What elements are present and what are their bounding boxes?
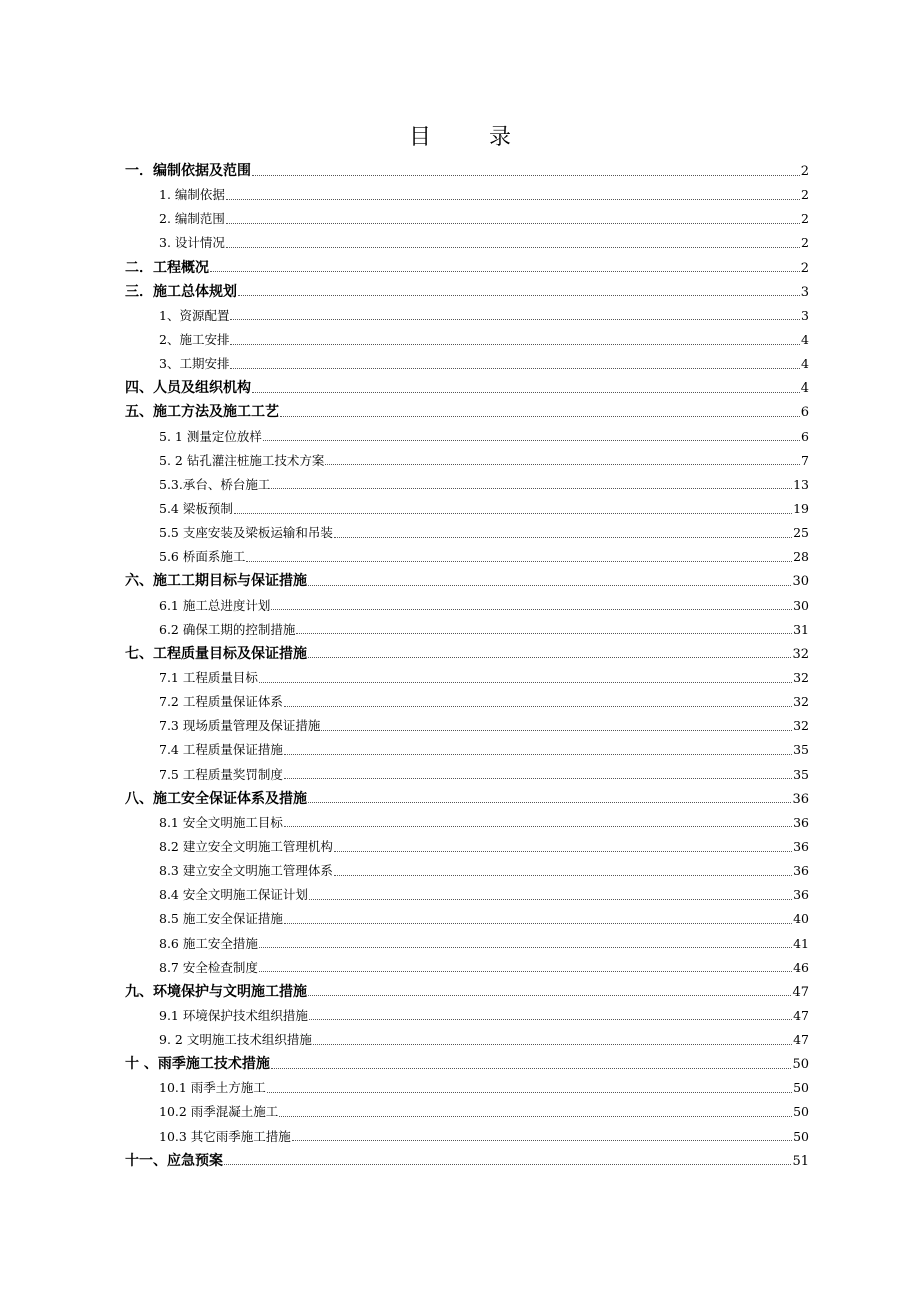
toc-dot-leader [284,923,792,924]
toc-dot-leader [296,633,792,634]
toc-entry-page-number: 2 [801,187,809,203]
toc-entry-label: 3、工期安排 [159,356,230,372]
toc-dot-leader [259,682,792,683]
toc-entry-page-number: 50 [793,1128,809,1144]
toc-entry-label: 5.6 桥面系施工 [159,549,246,565]
toc-entry-page-number: 36 [793,863,809,879]
toc-entry-label: 8.3 建立安全文明施工管理体系 [159,863,333,879]
toc-entry-label: 7.2 工程质量保证体系 [159,694,283,710]
toc-entry-label: 十一、应急预案 [125,1152,223,1169]
toc-dot-leader [252,392,800,393]
toc-section-entry[interactable] [125,1052,809,1076]
toc-entry-page-number: 6 [800,405,809,421]
toc-entry-label: 7.3 现场质量管理及保证措施 [159,718,321,734]
toc-entry-label: 一．编制依据及范围 [125,163,251,179]
toc-subsection-entry[interactable] [125,738,809,762]
toc-dot-leader [267,1092,792,1093]
toc-entry-page-number: 2 [801,235,809,251]
toc-entry-label: 2. 编制范围 [159,211,225,227]
toc-entry-label: 八、施工安全保证体系及措施 [125,790,307,807]
toc-subsection-entry[interactable] [125,521,809,545]
toc-entry-label: 9.1 环境保护技术组织措施 [159,1007,308,1023]
toc-dot-leader [226,199,800,200]
toc-dot-leader [284,706,792,707]
toc-entry-page-number: 36 [793,814,809,830]
toc-entry-page-number: 30 [793,597,809,613]
toc-entry-page-number: 36 [793,887,809,903]
toc-subsection-entry[interactable] [125,1100,809,1124]
toc-entry-page-number: 30 [792,574,809,590]
toc-entry-page-number: 28 [793,549,809,565]
toc-subsection-entry[interactable] [125,763,809,787]
toc-entry-label: 5.4 梁板预制 [159,500,233,516]
toc-subsection-entry[interactable] [125,956,809,980]
toc-subsection-entry[interactable] [125,352,809,376]
toc-dot-leader [309,899,792,900]
toc-dot-leader [263,440,800,441]
toc-entry-label: 7.1 工程质量目标 [159,669,258,685]
toc-section-entry[interactable] [125,280,809,304]
toc-entry-label: 2、施工安排 [159,331,230,347]
toc-dot-leader [246,561,792,562]
toc-entry-page-number: 47 [793,1032,809,1048]
toc-subsection-entry[interactable] [125,183,809,207]
toc-dot-leader [238,295,800,296]
toc-dot-leader [284,826,792,827]
toc-entry-page-number: 2 [801,211,809,227]
toc-dot-leader [224,1164,791,1165]
toc-entry-page-number: 51 [792,1153,809,1169]
toc-entry-label: 六、施工工期目标与保证措施 [125,573,307,590]
toc-subsection-entry[interactable] [125,618,809,642]
toc-entry-label: 5. 1 测量定位放样 [159,428,262,444]
toc-entry-label: 9. 2 文明施工技术组织措施 [159,1032,312,1048]
toc-dot-leader [284,754,792,755]
toc-subsection-entry[interactable] [125,1076,809,1100]
toc-subsection-entry[interactable] [125,425,809,449]
toc-dot-leader [230,368,800,369]
toc-section-entry[interactable] [125,642,809,666]
toc-dot-leader [259,971,792,972]
toc-section-entry[interactable] [125,376,809,400]
toc-subsection-entry[interactable] [125,207,809,231]
toc-dot-leader [210,271,800,272]
toc-entry-page-number: 3 [801,307,809,323]
toc-entry-page-number: 32 [793,718,809,734]
toc-dot-leader [284,778,792,779]
toc-entry-page-number: 46 [793,959,809,975]
toc-entry-label: 5. 2 钻孔灌注桩施工技术方案 [159,452,325,468]
toc-entry-label: 二．工程概况 [125,259,209,276]
toc-entry-page-number: 41 [793,935,809,951]
toc-section-entry[interactable] [125,400,809,424]
toc-section-entry[interactable] [125,159,809,183]
toc-dot-leader [226,223,800,224]
toc-entry-page-number: 36 [792,791,809,807]
toc-entry-page-number: 4 [801,331,809,347]
toc-dot-leader [280,416,800,417]
toc-list [125,159,809,1173]
toc-subsection-entry[interactable] [125,473,809,497]
toc-entry-label: 1、资源配置 [159,307,230,323]
toc-dot-leader [252,175,800,176]
toc-subsection-entry[interactable] [125,231,809,255]
toc-entry-label: 8.4 安全文明施工保证计划 [159,887,308,903]
toc-entry-label: 7.5 工程质量奖罚制度 [159,766,283,782]
toc-entry-page-number: 2 [800,164,809,179]
toc-dot-leader [313,1044,792,1045]
toc-subsection-entry[interactable] [125,666,809,690]
toc-dot-leader [309,1019,792,1020]
toc-entry-page-number: 19 [793,500,809,516]
toc-section-entry[interactable] [125,569,809,593]
toc-dot-leader [334,875,792,876]
toc-section-entry[interactable] [125,980,809,1004]
toc-dot-leader [292,1140,792,1141]
toc-dot-leader [325,464,800,465]
toc-entry-label: 8.1 安全文明施工目标 [159,814,283,830]
toc-entry-label: 10.1 雨季土方施工 [159,1080,266,1096]
toc-dot-leader [308,802,791,803]
toc-entry-label: 8.7 安全检查制度 [159,959,258,975]
toc-entry-page-number: 7 [801,452,809,468]
toc-subsection-entry[interactable] [125,859,809,883]
toc-entry-label: 五、施工方法及施工工艺 [125,404,279,421]
toc-entry-page-number: 40 [793,911,809,927]
toc-dot-leader [259,947,792,948]
toc-subsection-entry[interactable] [125,932,809,956]
toc-entry-page-number: 36 [793,838,809,854]
toc-entry-label: 6.1 施工总进度计划 [159,597,271,613]
toc-subsection-entry[interactable] [125,1125,809,1149]
toc-subsection-entry[interactable] [125,883,809,907]
toc-entry-label: 10.3 其它雨季施工措施 [159,1128,291,1144]
toc-subsection-entry[interactable] [125,1004,809,1028]
toc-subsection-entry[interactable] [125,304,809,328]
toc-entry-page-number: 50 [793,1080,809,1096]
toc-entry-page-number: 13 [793,476,809,492]
toc-entry-page-number: 47 [793,1007,809,1023]
toc-entry-page-number: 32 [792,646,809,662]
toc-subsection-entry[interactable] [125,545,809,569]
toc-dot-leader [321,730,792,731]
toc-entry-label: 10.2 雨季混凝土施工 [159,1104,279,1120]
toc-entry-label: 三．施工总体规划 [125,283,237,300]
toc-dot-leader [308,995,791,996]
toc-dot-leader [230,344,800,345]
toc-entry-page-number: 2 [800,260,809,276]
toc-subsection-entry[interactable] [125,690,809,714]
toc-dot-leader [230,319,800,320]
toc-section-entry[interactable] [125,1149,809,1173]
toc-entry-label: 九、环境保护与文明施工措施 [125,983,307,1000]
toc-dot-leader [234,513,792,514]
toc-entry-page-number: 4 [800,381,809,397]
toc-entry-label: 8.6 施工安全措施 [159,935,258,951]
toc-dot-leader [226,247,800,248]
toc-dot-leader [271,1068,792,1069]
toc-subsection-entry[interactable] [125,449,809,473]
toc-entry-page-number: 4 [801,356,809,372]
toc-entry-label: 七、工程质量目标及保证措施 [125,645,307,662]
toc-dot-leader [279,1116,792,1117]
toc-entry-label: 5.3.承台、桥台施工 [159,476,271,492]
toc-entry-page-number: 50 [792,1057,809,1073]
toc-dot-leader [334,851,792,852]
toc-subsection-entry[interactable] [125,594,809,618]
toc-entry-page-number: 35 [793,766,809,782]
toc-entry-page-number: 31 [793,621,809,637]
toc-dot-leader [334,537,792,538]
toc-entry-label: 8.2 建立安全文明施工管理机构 [159,838,333,854]
toc-entry-page-number: 32 [793,669,809,685]
toc-entry-page-number: 50 [793,1104,809,1120]
toc-subsection-entry[interactable] [125,907,809,931]
toc-subsection-entry[interactable] [125,714,809,738]
toc-entry-label: 6.2 确保工期的控制措施 [159,621,296,637]
toc-subsection-entry[interactable] [125,1028,809,1052]
toc-entry-label: 四、人员及组织机构 [125,380,251,397]
toc-section-entry[interactable] [125,787,809,811]
toc-entry-page-number: 47 [792,984,809,1000]
toc-entry-label: 十 、雨季施工技术措施 [125,1056,270,1073]
toc-dot-leader [308,657,791,658]
toc-entry-label: 1. 编制依据 [159,187,225,203]
toc-subsection-entry[interactable] [125,811,809,835]
toc-entry-page-number: 35 [793,742,809,758]
toc-entry-page-number: 3 [800,284,809,300]
toc-subsection-entry[interactable] [125,497,809,521]
toc-entry-label: 8.5 施工安全保证措施 [159,911,283,927]
toc-subsection-entry[interactable] [125,835,809,859]
toc-title: 目 录 [408,125,529,150]
toc-entry-label: 3. 设计情况 [159,235,225,251]
toc-dot-leader [308,585,791,586]
toc-dot-leader [271,488,792,489]
toc-entry-label: 7.4 工程质量保证措施 [159,742,283,758]
toc-entry-page-number: 6 [801,428,809,444]
toc-entry-label: 5.5 支座安装及梁板运输和吊装 [159,525,333,541]
toc-entry-page-number: 32 [793,694,809,710]
toc-entry-page-number: 25 [793,525,809,541]
toc-dot-leader [271,609,792,610]
toc-section-entry[interactable] [125,256,809,280]
toc-subsection-entry[interactable] [125,328,809,352]
